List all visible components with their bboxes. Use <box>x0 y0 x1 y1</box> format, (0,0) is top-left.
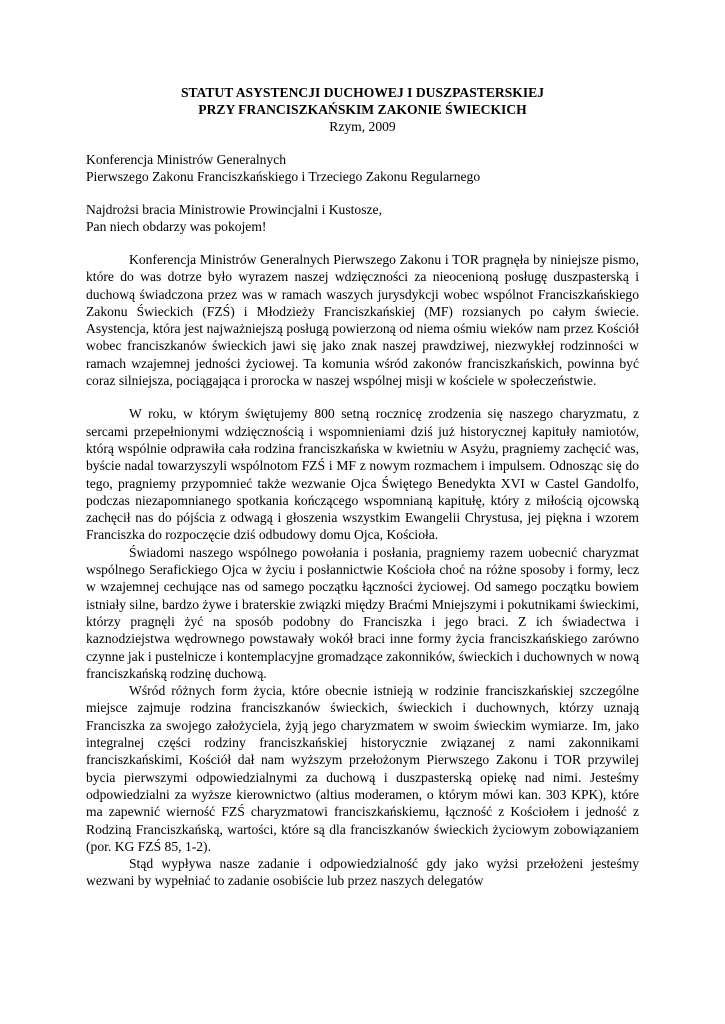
greeting-line-1: Najdrożsi bracia Ministrowie Prowincjalni i Kustosze, <box>86 202 382 217</box>
body-paragraph-4: Wśród różnych form życia, które obecnie istnieją w rodzinie franciszkańskiej szczególne miejsce zajmuje rodzina franciszkanów świeckich, świeckich i duchownych, którzy uznają Franciszka za swojego założyciela, żyją jego charyzmatem w swoim świeckim wymiarze. Im, jako integralnej części rodziny franciszkańskiej historycznie związanej z nami zakonnikami franciszkańskimi, Kościół dał nam wyższym przełożonym Pierwszego Zakonu i TOR przywilej bycia pierwszymi odpowiedzialnymi za duchową i duszpasterską opiekę nad nimi. Jesteśmy odpowiedzialni za wyższe kierownictwo (altius moderamen, o którym mówi kan. 303 KPK), które ma zapewnić wierność FZŚ charyzmatowi franciszkańskiemu, łączność z Kościołem i jedność z Rodziną Franciszkańską, wartości, które są dla franciszkanów świeckich życiowym zobowiązaniem (por. KG FZŚ 85, 1-2). <box>86 683 639 854</box>
sender-block <box>86 151 639 185</box>
greeting-block <box>86 201 639 235</box>
body-paragraph-2: W roku, w którym świętujemy 800 setną rocznicę zrodzenia się naszego charyzmatu, z sercami przepełnionymi wdzięcznością i wspomnieniami dziś już historycznej kapituły namiotów, którą wspólnie odprawiła cała rodzina franciszkańska w kwietniu w Asyżu, pragniemy zachęcić was, byście nadal towarzyszyli wspólnotom FZŚ i MF z nowym rozmachem i impulsem. Odnosząc się do tego, pragniemy przypomnieć także wezwanie Ojca Świętego Benedykta XVI w Castel Gandolfo, podczas niezapomnianego spotkania kończącego wspomnianą kapitułę, który z miłością ojcowską zachęcił nas do pójścia z odwagą i głoszenia wszystkim Ewangelii Chrystusa, jej piękna i wzorem Franciszka do rozpoczęcie dziś odbudowy domu Ojca, Kościoła. <box>86 406 639 543</box>
body-paragraph-1: Konferencja Ministrów Generalnych Pierwszego Zakonu i TOR pragnęła by niniejsze pismo, które do was dotrze było wyrazem naszej wdzięczności za nieocenioną posługę duszpasterską i duchową świadczona przez was w ramach waszych jurysdykcji wobec wspólnot Franciszkańskiego Zakonu Świeckich (FZŚ) i Młodzieży Franciszkańskiej (MF) rozsianych po całym świecie. Asystencja, która jest najważniejszą posługą powierzoną od niema ośmiu wieków nam przez Kościół wobec franciszkanów świeckich jawi się jako znak naszej prawdziwej, niezwykłej rodzinności w ramach wzajemnej jedności życiowej. Ta komunia wśród zakonów franciszkańskich, powinna być coraz silniejsza, pociągająca i prorocka w naszej wspólnej misji w kościele w społeczeństwie. <box>86 252 639 389</box>
body-paragraph-5: Stąd wypływa nasze zadanie i odpowiedzialność gdy jako wyżsi przełożeni jesteśmy wezwani by wypełniać to zadanie osobiście lub przez naszych delegatów <box>86 856 639 889</box>
greeting-line-2: Pan niech obdarzy was pokojem! <box>86 219 267 234</box>
document-title-line-1: STATUT ASYSTENCJI DUCHOWEJ I DUSZPASTERSKIEJ <box>180 85 545 100</box>
body-paragraph-3: Świadomi naszego wspólnego powołania i posłania, pragniemy razem uobecnić charyzmat wspólnego Serafickiego Ojca w życiu i posłannictwie Kościoła choć na różne sposoby i formy, lecz w wzajemnej cechujące nas od samego początku łączności życiowej. Od samego początku bowiem istniały silne, bardzo żywe i braterskie związki między Braćmi Mniejszymi i pokutnikami świeckimi, którzy pragnęli żyć na sposób podobny do Franciszka i jego braci. Z ich świadectwa i kaznodziejstwa wędrownego powstawały wokół braci inne formy życia franciszkańskiego zarówno czynne jak i pustelnicze i kontemplacyjne gromadzące zakonników, świeckich i duchownych w nową franciszkańską rodzinę duchową. <box>86 544 639 681</box>
document-title-line-2: PRZY FRANCISZKAŃSKIM ZAKONIE ŚWIECKICH <box>198 102 527 117</box>
sender-line-2: Pierwszego Zakonu Franciszkańskiego i Trzeciego Zakonu Regularnego <box>86 169 481 184</box>
sender-line-1: Konferencja Ministrów Generalnych <box>86 152 287 167</box>
place-date: Rzym, 2009 <box>329 119 396 134</box>
